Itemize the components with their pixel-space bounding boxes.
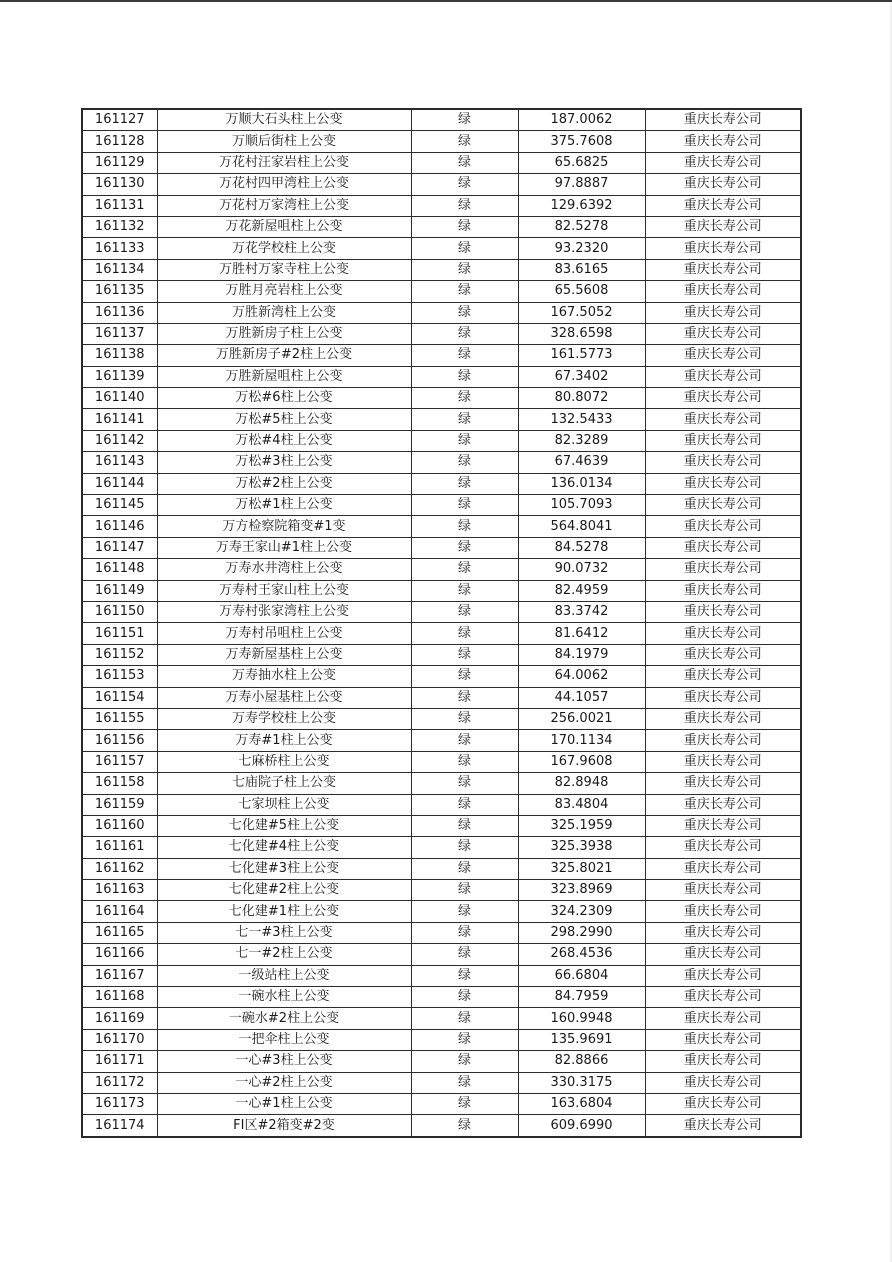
row-level-cell: 绿 [411, 644, 518, 665]
row-name-cell: 一碗水柱上公变 [157, 987, 411, 1008]
row-level-cell: 绿 [411, 131, 518, 152]
row-name-cell: 万寿新屋基柱上公变 [157, 644, 411, 665]
row-name-cell: 万寿村吊咀柱上公变 [157, 623, 411, 644]
row-id-cell: 161169 [82, 1008, 157, 1029]
row-company-cell: 重庆长寿公司 [645, 238, 801, 259]
row-level-cell: 绿 [411, 473, 518, 494]
row-name-cell: FI区#2箱变#2变 [157, 1115, 411, 1137]
row-name-cell: 七化建#4柱上公变 [157, 837, 411, 858]
row-company-cell: 重庆长寿公司 [645, 473, 801, 494]
row-id-cell: 161145 [82, 495, 157, 516]
row-name-cell: 一心#3柱上公变 [157, 1051, 411, 1072]
row-name-cell: 一心#2柱上公变 [157, 1072, 411, 1093]
row-name-cell: 万松#2柱上公变 [157, 473, 411, 494]
transformer-table [81, 108, 802, 1138]
table-row [82, 901, 801, 922]
row-level-cell: 绿 [411, 730, 518, 751]
table-row [82, 687, 801, 708]
row-id-cell: 161162 [82, 858, 157, 879]
row-company-cell: 重庆长寿公司 [645, 922, 801, 943]
row-company-cell: 重庆长寿公司 [645, 708, 801, 729]
row-id-cell: 161161 [82, 837, 157, 858]
row-name-cell: 七化建#1柱上公变 [157, 901, 411, 922]
row-level-cell: 绿 [411, 901, 518, 922]
row-value-cell: 187.0062 [518, 109, 645, 131]
row-name-cell: 万花村万家湾柱上公变 [157, 195, 411, 216]
row-value-cell: 129.6392 [518, 195, 645, 216]
row-value-cell: 67.3402 [518, 366, 645, 387]
row-level-cell: 绿 [411, 281, 518, 302]
row-level-cell: 绿 [411, 1093, 518, 1114]
row-id-cell: 161140 [82, 388, 157, 409]
row-name-cell: 万胜村万家寺柱上公变 [157, 259, 411, 280]
row-id-cell: 161132 [82, 216, 157, 237]
table-row [82, 751, 801, 772]
row-value-cell: 323.8969 [518, 880, 645, 901]
row-id-cell: 161127 [82, 109, 157, 131]
row-level-cell: 绿 [411, 323, 518, 344]
row-id-cell: 161135 [82, 281, 157, 302]
row-value-cell: 328.6598 [518, 323, 645, 344]
row-name-cell: 万顺后街柱上公变 [157, 131, 411, 152]
row-company-cell: 重庆长寿公司 [645, 837, 801, 858]
row-level-cell: 绿 [411, 1115, 518, 1137]
row-company-cell: 重庆长寿公司 [645, 1072, 801, 1093]
row-value-cell: 65.5608 [518, 281, 645, 302]
table-row [82, 495, 801, 516]
row-level-cell: 绿 [411, 880, 518, 901]
row-name-cell: 万花村汪家岩柱上公变 [157, 152, 411, 173]
row-id-cell: 161144 [82, 473, 157, 494]
row-name-cell: 万花学校柱上公变 [157, 238, 411, 259]
row-name-cell: 七化建#5柱上公变 [157, 815, 411, 836]
row-company-cell: 重庆长寿公司 [645, 601, 801, 622]
row-id-cell: 161165 [82, 922, 157, 943]
row-id-cell: 161131 [82, 195, 157, 216]
row-name-cell: 万胜新湾柱上公变 [157, 302, 411, 323]
row-level-cell: 绿 [411, 259, 518, 280]
row-company-cell: 重庆长寿公司 [645, 452, 801, 473]
row-name-cell: 七庙院子柱上公变 [157, 773, 411, 794]
table-body [82, 109, 801, 1137]
row-name-cell: 七化建#2柱上公变 [157, 880, 411, 901]
row-id-cell: 161134 [82, 259, 157, 280]
row-id-cell: 161173 [82, 1093, 157, 1114]
row-value-cell: 44.1057 [518, 687, 645, 708]
row-id-cell: 161142 [82, 430, 157, 451]
table-row [82, 623, 801, 644]
row-id-cell: 161159 [82, 794, 157, 815]
row-company-cell: 重庆长寿公司 [645, 644, 801, 665]
row-company-cell: 重庆长寿公司 [645, 794, 801, 815]
row-id-cell: 161146 [82, 516, 157, 537]
row-company-cell: 重庆长寿公司 [645, 944, 801, 965]
row-level-cell: 绿 [411, 687, 518, 708]
table-row [82, 152, 801, 173]
row-company-cell: 重庆长寿公司 [645, 302, 801, 323]
row-level-cell: 绿 [411, 302, 518, 323]
row-level-cell: 绿 [411, 345, 518, 366]
row-level-cell: 绿 [411, 195, 518, 216]
table-row [82, 109, 801, 131]
row-name-cell: 万松#4柱上公变 [157, 430, 411, 451]
row-company-cell: 重庆长寿公司 [645, 901, 801, 922]
row-value-cell: 132.5433 [518, 409, 645, 430]
table-row [82, 773, 801, 794]
row-level-cell: 绿 [411, 1029, 518, 1050]
row-id-cell: 161149 [82, 580, 157, 601]
row-name-cell: 万花新屋咀柱上公变 [157, 216, 411, 237]
row-level-cell: 绿 [411, 708, 518, 729]
row-value-cell: 105.7093 [518, 495, 645, 516]
row-level-cell: 绿 [411, 238, 518, 259]
table-row [82, 559, 801, 580]
table-row [82, 601, 801, 622]
table-row [82, 922, 801, 943]
row-company-cell: 重庆长寿公司 [645, 495, 801, 516]
row-id-cell: 161133 [82, 238, 157, 259]
table-row [82, 944, 801, 965]
row-id-cell: 161166 [82, 944, 157, 965]
table-row [82, 880, 801, 901]
row-value-cell: 268.4536 [518, 944, 645, 965]
row-value-cell: 93.2320 [518, 238, 645, 259]
row-name-cell: 万方检察院箱变#1变 [157, 516, 411, 537]
row-id-cell: 161172 [82, 1072, 157, 1093]
row-name-cell: 七化建#3柱上公变 [157, 858, 411, 879]
row-company-cell: 重庆长寿公司 [645, 1029, 801, 1050]
row-name-cell: 七一#2柱上公变 [157, 944, 411, 965]
row-value-cell: 298.2990 [518, 922, 645, 943]
row-id-cell: 161148 [82, 559, 157, 580]
row-value-cell: 167.5052 [518, 302, 645, 323]
table-row [82, 987, 801, 1008]
row-level-cell: 绿 [411, 516, 518, 537]
row-name-cell: 一把伞柱上公变 [157, 1029, 411, 1050]
row-value-cell: 135.9691 [518, 1029, 645, 1050]
row-id-cell: 161156 [82, 730, 157, 751]
row-name-cell: 万寿#1柱上公变 [157, 730, 411, 751]
table-row [82, 965, 801, 986]
row-value-cell: 609.6990 [518, 1115, 645, 1137]
row-company-cell: 重庆长寿公司 [645, 195, 801, 216]
row-company-cell: 重庆长寿公司 [645, 259, 801, 280]
table-row [82, 366, 801, 387]
table-row [82, 1008, 801, 1029]
row-value-cell: 81.6412 [518, 623, 645, 644]
row-value-cell: 163.6804 [518, 1093, 645, 1114]
row-id-cell: 161158 [82, 773, 157, 794]
row-value-cell: 83.4804 [518, 794, 645, 815]
row-value-cell: 564.8041 [518, 516, 645, 537]
table-row [82, 815, 801, 836]
table-row [82, 1072, 801, 1093]
row-id-cell: 161141 [82, 409, 157, 430]
row-company-cell: 重庆长寿公司 [645, 1115, 801, 1137]
table-row [82, 516, 801, 537]
row-id-cell: 161170 [82, 1029, 157, 1050]
row-level-cell: 绿 [411, 623, 518, 644]
table-row [82, 580, 801, 601]
row-id-cell: 161174 [82, 1115, 157, 1137]
row-level-cell: 绿 [411, 858, 518, 879]
row-level-cell: 绿 [411, 601, 518, 622]
row-value-cell: 167.9608 [518, 751, 645, 772]
table-row [82, 537, 801, 558]
row-company-cell: 重庆长寿公司 [645, 345, 801, 366]
table-row [82, 238, 801, 259]
row-id-cell: 161163 [82, 880, 157, 901]
row-value-cell: 82.8948 [518, 773, 645, 794]
row-level-cell: 绿 [411, 773, 518, 794]
row-name-cell: 万寿抽水柱上公变 [157, 666, 411, 687]
table-row [82, 452, 801, 473]
row-company-cell: 重庆长寿公司 [645, 666, 801, 687]
row-level-cell: 绿 [411, 944, 518, 965]
row-company-cell: 重庆长寿公司 [645, 152, 801, 173]
row-id-cell: 161143 [82, 452, 157, 473]
row-value-cell: 83.3742 [518, 601, 645, 622]
table-row [82, 1029, 801, 1050]
row-value-cell: 84.1979 [518, 644, 645, 665]
row-level-cell: 绿 [411, 987, 518, 1008]
row-name-cell: 七一#3柱上公变 [157, 922, 411, 943]
row-company-cell: 重庆长寿公司 [645, 815, 801, 836]
row-id-cell: 161137 [82, 323, 157, 344]
row-id-cell: 161171 [82, 1051, 157, 1072]
row-name-cell: 万松#5柱上公变 [157, 409, 411, 430]
row-value-cell: 82.5278 [518, 216, 645, 237]
row-name-cell: 一心#1柱上公变 [157, 1093, 411, 1114]
row-id-cell: 161138 [82, 345, 157, 366]
table-row [82, 323, 801, 344]
row-id-cell: 161129 [82, 152, 157, 173]
row-level-cell: 绿 [411, 559, 518, 580]
table-row [82, 216, 801, 237]
row-value-cell: 82.4959 [518, 580, 645, 601]
row-level-cell: 绿 [411, 174, 518, 195]
row-value-cell: 66.6804 [518, 965, 645, 986]
row-name-cell: 万胜新房子#2柱上公变 [157, 345, 411, 366]
row-company-cell: 重庆长寿公司 [645, 281, 801, 302]
row-company-cell: 重庆长寿公司 [645, 965, 801, 986]
row-company-cell: 重庆长寿公司 [645, 730, 801, 751]
row-company-cell: 重庆长寿公司 [645, 623, 801, 644]
row-name-cell: 万胜新房子柱上公变 [157, 323, 411, 344]
row-company-cell: 重庆长寿公司 [645, 109, 801, 131]
row-value-cell: 65.6825 [518, 152, 645, 173]
row-value-cell: 170.1134 [518, 730, 645, 751]
row-company-cell: 重庆长寿公司 [645, 880, 801, 901]
row-name-cell: 万寿小屋基柱上公变 [157, 687, 411, 708]
row-name-cell: 万寿水井湾柱上公变 [157, 559, 411, 580]
row-level-cell: 绿 [411, 452, 518, 473]
row-value-cell: 325.3938 [518, 837, 645, 858]
row-id-cell: 161155 [82, 708, 157, 729]
row-value-cell: 97.8887 [518, 174, 645, 195]
row-value-cell: 375.7608 [518, 131, 645, 152]
row-level-cell: 绿 [411, 409, 518, 430]
row-value-cell: 325.1959 [518, 815, 645, 836]
row-id-cell: 161160 [82, 815, 157, 836]
row-id-cell: 161152 [82, 644, 157, 665]
row-level-cell: 绿 [411, 152, 518, 173]
row-value-cell: 256.0021 [518, 708, 645, 729]
row-id-cell: 161151 [82, 623, 157, 644]
row-id-cell: 161150 [82, 601, 157, 622]
table-row [82, 388, 801, 409]
row-company-cell: 重庆长寿公司 [645, 1051, 801, 1072]
row-name-cell: 万寿村王家山柱上公变 [157, 580, 411, 601]
row-id-cell: 161167 [82, 965, 157, 986]
table-row [82, 1051, 801, 1072]
row-name-cell: 一级站柱上公变 [157, 965, 411, 986]
row-level-cell: 绿 [411, 1008, 518, 1029]
row-company-cell: 重庆长寿公司 [645, 1008, 801, 1029]
row-level-cell: 绿 [411, 216, 518, 237]
row-level-cell: 绿 [411, 537, 518, 558]
table-row [82, 708, 801, 729]
row-level-cell: 绿 [411, 922, 518, 943]
row-company-cell: 重庆长寿公司 [645, 366, 801, 387]
row-company-cell: 重庆长寿公司 [645, 409, 801, 430]
table-row [82, 644, 801, 665]
table-row [82, 409, 801, 430]
row-level-cell: 绿 [411, 388, 518, 409]
row-company-cell: 重庆长寿公司 [645, 687, 801, 708]
row-value-cell: 84.5278 [518, 537, 645, 558]
table-row [82, 837, 801, 858]
row-value-cell: 83.6165 [518, 259, 645, 280]
row-level-cell: 绿 [411, 1051, 518, 1072]
row-company-cell: 重庆长寿公司 [645, 559, 801, 580]
table-row [82, 174, 801, 195]
row-company-cell: 重庆长寿公司 [645, 516, 801, 537]
row-company-cell: 重庆长寿公司 [645, 131, 801, 152]
row-id-cell: 161130 [82, 174, 157, 195]
row-name-cell: 一碗水#2柱上公变 [157, 1008, 411, 1029]
row-value-cell: 330.3175 [518, 1072, 645, 1093]
row-level-cell: 绿 [411, 495, 518, 516]
row-level-cell: 绿 [411, 815, 518, 836]
row-value-cell: 324.2309 [518, 901, 645, 922]
row-name-cell: 万寿王家山#1柱上公变 [157, 537, 411, 558]
row-level-cell: 绿 [411, 837, 518, 858]
row-level-cell: 绿 [411, 109, 518, 131]
page-top-border [0, 0, 892, 2]
row-value-cell: 136.0134 [518, 473, 645, 494]
row-company-cell: 重庆长寿公司 [645, 430, 801, 451]
row-id-cell: 161157 [82, 751, 157, 772]
table-row [82, 259, 801, 280]
table-row [82, 131, 801, 152]
table-row [82, 730, 801, 751]
row-company-cell: 重庆长寿公司 [645, 1093, 801, 1114]
row-id-cell: 161153 [82, 666, 157, 687]
row-id-cell: 161154 [82, 687, 157, 708]
row-company-cell: 重庆长寿公司 [645, 580, 801, 601]
row-id-cell: 161128 [82, 131, 157, 152]
table-row [82, 794, 801, 815]
row-name-cell: 七家坝柱上公变 [157, 794, 411, 815]
table-row [82, 473, 801, 494]
row-level-cell: 绿 [411, 366, 518, 387]
row-name-cell: 万松#6柱上公变 [157, 388, 411, 409]
row-value-cell: 160.9948 [518, 1008, 645, 1029]
table-row [82, 1115, 801, 1137]
row-company-cell: 重庆长寿公司 [645, 216, 801, 237]
row-name-cell: 万花村四甲湾柱上公变 [157, 174, 411, 195]
row-id-cell: 161164 [82, 901, 157, 922]
row-company-cell: 重庆长寿公司 [645, 388, 801, 409]
row-value-cell: 80.8072 [518, 388, 645, 409]
row-level-cell: 绿 [411, 751, 518, 772]
row-company-cell: 重庆长寿公司 [645, 773, 801, 794]
table-row [82, 195, 801, 216]
row-name-cell: 万寿村张家湾柱上公变 [157, 601, 411, 622]
row-company-cell: 重庆长寿公司 [645, 174, 801, 195]
row-name-cell: 万松#3柱上公变 [157, 452, 411, 473]
row-name-cell: 万寿学校柱上公变 [157, 708, 411, 729]
row-value-cell: 90.0732 [518, 559, 645, 580]
row-id-cell: 161136 [82, 302, 157, 323]
row-value-cell: 325.8021 [518, 858, 645, 879]
table-row [82, 1093, 801, 1114]
table-row [82, 430, 801, 451]
table-row [82, 858, 801, 879]
row-level-cell: 绿 [411, 1072, 518, 1093]
row-level-cell: 绿 [411, 430, 518, 451]
table-row [82, 281, 801, 302]
row-id-cell: 161139 [82, 366, 157, 387]
row-value-cell: 67.4639 [518, 452, 645, 473]
row-level-cell: 绿 [411, 580, 518, 601]
row-name-cell: 七麻桥柱上公变 [157, 751, 411, 772]
table-row [82, 666, 801, 687]
row-name-cell: 万松#1柱上公变 [157, 495, 411, 516]
row-company-cell: 重庆长寿公司 [645, 323, 801, 344]
row-value-cell: 64.0062 [518, 666, 645, 687]
row-level-cell: 绿 [411, 666, 518, 687]
row-name-cell: 万胜新屋咀柱上公变 [157, 366, 411, 387]
row-value-cell: 161.5773 [518, 345, 645, 366]
row-company-cell: 重庆长寿公司 [645, 987, 801, 1008]
row-company-cell: 重庆长寿公司 [645, 537, 801, 558]
row-name-cell: 万顺大石头柱上公变 [157, 109, 411, 131]
row-company-cell: 重庆长寿公司 [645, 858, 801, 879]
row-company-cell: 重庆长寿公司 [645, 751, 801, 772]
row-value-cell: 84.7959 [518, 987, 645, 1008]
row-name-cell: 万胜月亮岩柱上公变 [157, 281, 411, 302]
row-id-cell: 161147 [82, 537, 157, 558]
row-id-cell: 161168 [82, 987, 157, 1008]
row-level-cell: 绿 [411, 794, 518, 815]
row-value-cell: 82.3289 [518, 430, 645, 451]
row-level-cell: 绿 [411, 965, 518, 986]
table-row [82, 302, 801, 323]
row-value-cell: 82.8866 [518, 1051, 645, 1072]
table-row [82, 345, 801, 366]
